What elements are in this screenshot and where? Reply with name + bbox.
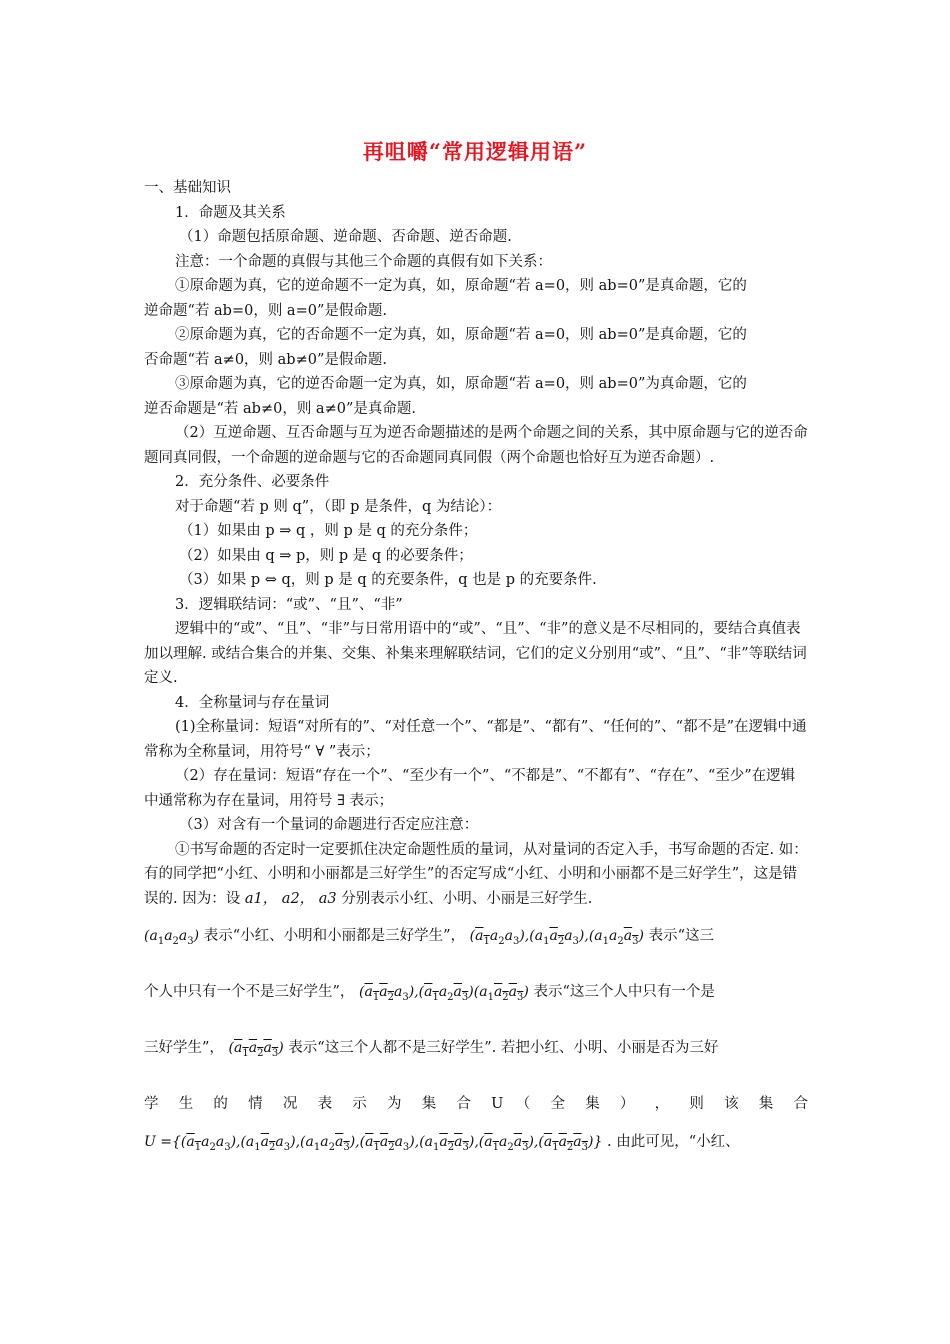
math-line-2: 个人中只有一个不是三好学生”， $(a_1a_2a_3),(a_1a_2a_3)(a_1a_2a_3)$ 表示“这三个人中只有一个是: [144, 984, 715, 1003]
paragraph: （2）存在量词：短语“存在一个”、“至少有一个”、“不都是”、“不都有”、“存在”、“至少”在逻辑中通常称为存在量词，用符号 ∃ 表示；: [144, 768, 796, 809]
paragraph: 注意：一个命题的真假与其他三个命题的真假有如下关系：: [175, 253, 552, 270]
paragraph: ①书写命题的否定时一定要抓住决定命题性质的量词，从对量词的否定入手，书写命题的否定. 如：有的同学把“小红、小明和小丽都是三好学生”的否定写成“小红、小明和小丽都不是三好学生”，这是错误的. 因为：设 a1， a2， a3 分别表示小红、小明、小丽是三好学生.: [144, 841, 808, 907]
paragraph: （3）对含有一个量词的命题进行否定应注意：: [179, 817, 479, 833]
subheading-3: 3．逻辑联结词：“或”、“且”、“非”: [175, 596, 403, 613]
math-vars: a1， a2， a3: [244, 890, 337, 907]
subheading-1: 1．命题及其关系: [175, 204, 286, 221]
paragraph: ②原命题为真，它的否命题不一定为真，如，原命题“若 a=0，则 ab=0”是真命题，它的: [175, 327, 747, 343]
math-line-5: $U =\{(a_1a_2a_3),(a_1a_2a_3),(a_1a_2a_3),(a_1a_2a_3),(a_1a_2a_3),(a_1a_2a_3),(a_1a_2a_3)\}$ . 由此可见，“小红、: [144, 1134, 740, 1153]
math-expr: $(a_1a_2a_3),(a_1a_2a_3),(a_1a_2a_3)$: [469, 928, 644, 947]
paragraph: ①原命题为真，它的逆命题不一定为真，如，原命题“若 a=0，则 ab=0”是真命题，它的: [175, 278, 747, 294]
paragraph: （2）互逆命题、互否命题与互为逆否命题描述的是两个命题之间的关系，其中原命题与它的逆否命题同真同假，一个命题的逆命题与它的否命题同真同假（两个命题也恰好互为逆否命题）.: [144, 425, 808, 466]
subheading-2: 2．充分条件、必要条件: [175, 474, 330, 490]
paragraph: 逆命题“若 ab=0，则 a=0”是假命题.: [144, 302, 387, 319]
section-heading: 一、基础知识: [144, 180, 231, 196]
document-body: [144, 176, 808, 1161]
paragraph: （2）如果由 q ⇒ p，则 p 是 q 的必要条件；: [179, 547, 473, 564]
math-expr: $(a_1a_2a_3)$: [144, 928, 200, 947]
math-line-1: $(a_1a_2a_3)$ 表示“小红、小明和小丽都是三好学生”， $(a_1a_2a_3),(a_1a_2a_3),(a_1a_2a_3)$ 表示“这三: [144, 928, 714, 947]
math-expr-universe: $U =\{(a_1a_2a_3),(a_1a_2a_3),(a_1a_2a_3),(a_1a_2a_3),(a_1a_2a_3),(a_1a_2a_3),(a_1a_2a_3)\}$: [144, 1134, 603, 1153]
paragraph: 对于命题“若 p 则 q”，（即 p 是条件，q 为结论）：: [175, 498, 502, 515]
paragraph: 逆否命题是“若 ab≠0，则 a≠0”是真命题.: [144, 400, 416, 417]
paragraph: (1)全称量词：短语“对所有的”、“对任意一个”、“都是”、“都有”、“任何的”、“都不是”在逻辑中通常称为全称量词，用符号“ ∀ ”表示；: [144, 719, 807, 760]
paragraph: 逻辑中的“或”、“且”、“非”与日常用语中的“或”、“且”、“非”的意义是不尽相同的，要结合真值表加以理解. 或结合集合的并集、交集、补集来理解联结词，它们的定义分别用“或”、“且”、“非”等联结词定义.: [144, 621, 807, 686]
math-line-3: 三好学生”， $(a_1a_2a_3)$ 表示“这三个人都不是三好学生”. 若把小红、小明、小丽是否为三好: [144, 1040, 719, 1059]
paragraph: （1）如果由 p ⇒ q ，则 p 是 q 的充分条件；: [179, 523, 478, 539]
paragraph: ③原命题为真，它的逆否命题一定为真，如，原命题“若 a=0，则 ab=0”为真命题，它的: [175, 376, 747, 392]
paragraph: （3）如果 p ⇔ q，则 p 是 q 的充要条件，q 也是 p 的充要条件.: [179, 572, 597, 588]
math-expr: $(a_1a_2a_3),(a_1a_2a_3)(a_1a_2a_3)$: [359, 984, 529, 1003]
math-line-4: 学 生 的 情 况 表 示 为 集 合 U （ 全 集 ） ， 则 该 集 合: [144, 1096, 808, 1112]
paragraph: （1）命题包括原命题、逆命题、否命题、逆否命题.: [179, 229, 512, 245]
page-title: 再咀嚼“常用逻辑用语”: [362, 139, 588, 164]
paragraph: 否命题“若 a≠0，则 ab≠0”是假命题.: [144, 351, 387, 368]
math-expr: $(a_1a_2a_3)$: [228, 1040, 284, 1059]
subheading-4: 4．全称量词与存在量词: [175, 694, 330, 711]
